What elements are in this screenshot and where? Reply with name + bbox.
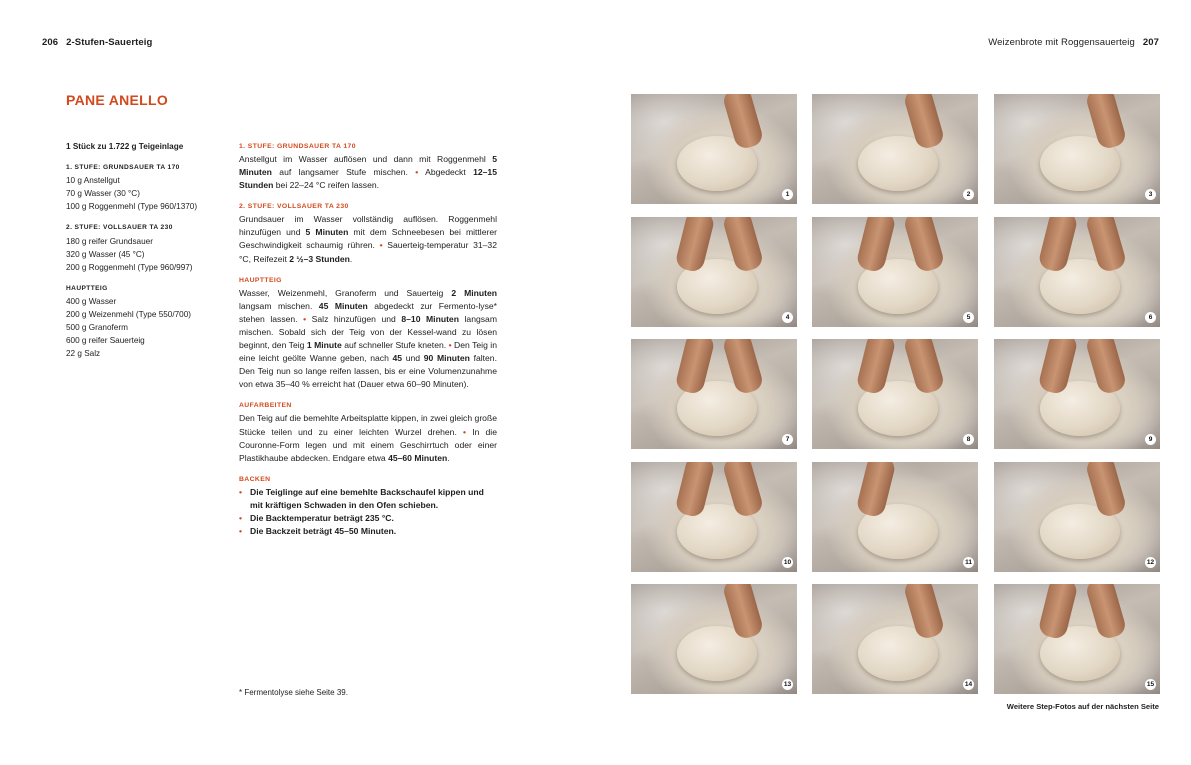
step-photo bbox=[631, 584, 797, 694]
step-number-badge: 14 bbox=[964, 681, 973, 688]
text-run: auf schneller Stufe kneten. bbox=[341, 340, 449, 351]
step-number-badge: 6 bbox=[1145, 312, 1156, 323]
method-heading-hauptteig: HAUPTTEIG bbox=[239, 276, 282, 284]
step-photo bbox=[994, 217, 1160, 327]
text-run: In die Couronne-Form legen und mit einem Geschirrtuch oder einer Plastikhaube abdecken. Endgare etwa bbox=[239, 426, 497, 463]
text-bold: 2 ½–3 Stunden bbox=[289, 253, 350, 264]
step-number-badge: 15 bbox=[1146, 681, 1155, 688]
method-heading-aufarbeiten: AUFARBEITEN bbox=[239, 402, 292, 410]
step-number-badge: 5 bbox=[963, 312, 974, 323]
ingredient-heading-stufe2: 2. STUFE: VOLLSAUER TA 230 bbox=[66, 224, 173, 232]
text-run: Salz hinzufügen und bbox=[306, 313, 402, 324]
step-number-badge: 13 bbox=[783, 681, 792, 688]
backen-item: • Die Backzeit beträgt 45–50 Minuten. bbox=[239, 525, 497, 538]
text-run: falten. Den Teig nun so lange reifen lassen, bis er eine Volumenzunahme von etwa 35–40 % erreicht hat (Dauer etwa 60–90 Minuten). bbox=[239, 353, 497, 390]
yield-line: 1 Stück zu 1.722 g Teigeinlage bbox=[66, 142, 184, 151]
text-bold: 90 Minuten bbox=[423, 353, 470, 364]
text-run: mit dem Schneebesen bei mittlerer Geschwindigkeit schaumig rühren. bbox=[239, 227, 497, 251]
method-heading-stufe1: 1. STUFE: GRUNDSAUER TA 170 bbox=[239, 143, 356, 150]
step-number-badge: 7 bbox=[782, 434, 793, 445]
ingredient-item: 200 g Weizenmehl (Type 550/700) bbox=[66, 310, 192, 320]
bullet-dot: • bbox=[303, 313, 307, 324]
step-number-badge: 10 bbox=[783, 559, 792, 566]
text-run: Den Teig auf die bemehlte Arbeitsplatte kippen, in zwei gleich große Stücke teilen und zu einer leichten Wurzel drehen. bbox=[239, 413, 497, 437]
method-paragraph-aufarbeiten bbox=[239, 412, 497, 464]
section-title: Weizenbrote mit Roggensauerteig bbox=[988, 37, 1135, 48]
step-photo bbox=[812, 339, 978, 449]
right-page-number: 207 bbox=[1142, 37, 1159, 48]
text-run: Grundsauer im Wasser vollständig auflösen. Roggenmehl hinzufügen und bbox=[239, 214, 497, 238]
text-bold: 12–15 Stunden bbox=[239, 167, 497, 191]
method-paragraph-stufe2 bbox=[239, 213, 497, 265]
text-run: Anstellgut im Wasser auflösen und dann mit Roggenmehl bbox=[239, 154, 493, 164]
text-run: . bbox=[447, 452, 450, 463]
method-paragraph-hauptteig bbox=[239, 287, 497, 392]
text-bold: 8–10 Minuten bbox=[401, 313, 459, 324]
ingredient-item: 70 g Wasser (30 °C) bbox=[66, 189, 140, 199]
text-run: und bbox=[402, 353, 424, 364]
step-photo bbox=[812, 94, 978, 204]
text-run: langsam mischen. Sobald sich der Teig von der Kessel-wand zu lösen beginnt, den Teig bbox=[239, 313, 497, 351]
method-heading-stufe2: 2. STUFE: VOLLSAUER TA 230 bbox=[239, 203, 349, 211]
step-number-badge: 8 bbox=[963, 434, 974, 445]
text-run: abgedeckt zur Fermento-lyse* stehen lassen. bbox=[239, 300, 497, 324]
left-page-number: 206 bbox=[42, 37, 59, 48]
step-number-badge: 11 bbox=[963, 557, 974, 568]
text-run: . bbox=[349, 253, 353, 264]
text-bold: 2 Minuten bbox=[451, 287, 498, 298]
chapter-title: 2-Stufen-Sauerteig bbox=[66, 37, 153, 48]
ingredient-item: 10 g Anstellgut bbox=[66, 176, 120, 186]
backen-item: • Die Backtemperatur beträgt 235 °C. bbox=[239, 512, 497, 525]
step-photo bbox=[631, 462, 797, 572]
text-bold: 1 Minute bbox=[306, 340, 342, 351]
step-number-badge: 4 bbox=[782, 312, 793, 323]
text-bold: 45 Minuten bbox=[318, 300, 368, 311]
ingredient-item: 100 g Roggenmehl (Type 960/1370) bbox=[66, 202, 198, 212]
text-run: langsam mischen. bbox=[239, 300, 319, 311]
step-photo bbox=[631, 217, 797, 327]
step-number-badge: 9 bbox=[1145, 434, 1156, 445]
step-number-badge: 1 bbox=[782, 189, 793, 200]
bullet-dot: • bbox=[415, 167, 419, 178]
ingredient-item: 22 g Salz bbox=[66, 349, 101, 359]
text-run: Sauerteig-temperatur 31–32 °C, Reifezeit bbox=[239, 240, 497, 264]
text-bold: 45 bbox=[392, 353, 403, 364]
text-bold: 5 Minuten bbox=[305, 227, 349, 238]
step-photo bbox=[812, 584, 978, 694]
right-running-head bbox=[988, 37, 1159, 48]
backen-list bbox=[239, 486, 497, 538]
text-run: Abgedeckt bbox=[418, 167, 474, 178]
method-column bbox=[239, 140, 497, 538]
ingredient-item: 600 g reifer Sauerteig bbox=[66, 336, 145, 346]
method-heading-backen: BACKEN bbox=[239, 475, 271, 483]
step-photo bbox=[631, 339, 797, 449]
ingredient-heading-hauptteig: HAUPTTEIG bbox=[66, 284, 108, 292]
backen-item: • Die Teiglinge auf eine bemehlte Backschaufel kippen und mit kräftigen Schwaden in den Ofen schieben. bbox=[239, 486, 497, 512]
text-bold: 5 Minuten bbox=[239, 154, 497, 178]
step-photo bbox=[994, 462, 1160, 572]
ingredient-item: 500 g Granoferm bbox=[66, 323, 128, 333]
step-number-badge: 12 bbox=[1146, 559, 1155, 566]
text-run: Wasser, Weizenmehl, Granoferm und Sauerteig bbox=[239, 287, 452, 298]
bullet-dot: • bbox=[448, 340, 452, 351]
step-photo bbox=[812, 217, 978, 327]
text-run: bei 22–24 °C reifen lassen. bbox=[273, 180, 380, 191]
bullet-dot: • bbox=[463, 426, 467, 437]
step-photo bbox=[994, 94, 1160, 204]
ingredient-item: 320 g Wasser (45 °C) bbox=[66, 249, 145, 259]
step-photo bbox=[994, 339, 1160, 449]
ingredient-item: 400 g Wasser bbox=[66, 296, 117, 306]
text-run: auf langsamer Stufe mischen. bbox=[271, 167, 416, 178]
left-running-head bbox=[42, 37, 152, 48]
step-number-badge: 3 bbox=[1145, 189, 1156, 200]
recipe-title: PANE ANELLO bbox=[66, 92, 169, 108]
step-photo bbox=[994, 584, 1160, 694]
step-photo bbox=[631, 94, 797, 204]
step-photo bbox=[812, 462, 978, 572]
ingredients-list bbox=[66, 140, 236, 360]
text-bold: 45–60 Minuten bbox=[388, 452, 448, 463]
bullet-dot: • bbox=[379, 240, 383, 251]
footnote: * Fermentolyse siehe Seite 39. bbox=[239, 688, 348, 697]
ingredient-item: 180 g reifer Grundsauer bbox=[66, 236, 153, 246]
photo-caption: Weitere Step-Fotos auf der nächsten Seite bbox=[1006, 702, 1159, 711]
text-run: Den Teig in eine leicht geölte Wanne geben, nach bbox=[239, 340, 497, 364]
method-paragraph-stufe1 bbox=[239, 153, 497, 192]
step-number-badge: 2 bbox=[963, 189, 974, 200]
ingredient-item: 200 g Roggenmehl (Type 960/997) bbox=[66, 262, 193, 272]
ingredient-heading-stufe1: 1. STUFE: GRUNDSAUER TA 170 bbox=[66, 164, 180, 172]
